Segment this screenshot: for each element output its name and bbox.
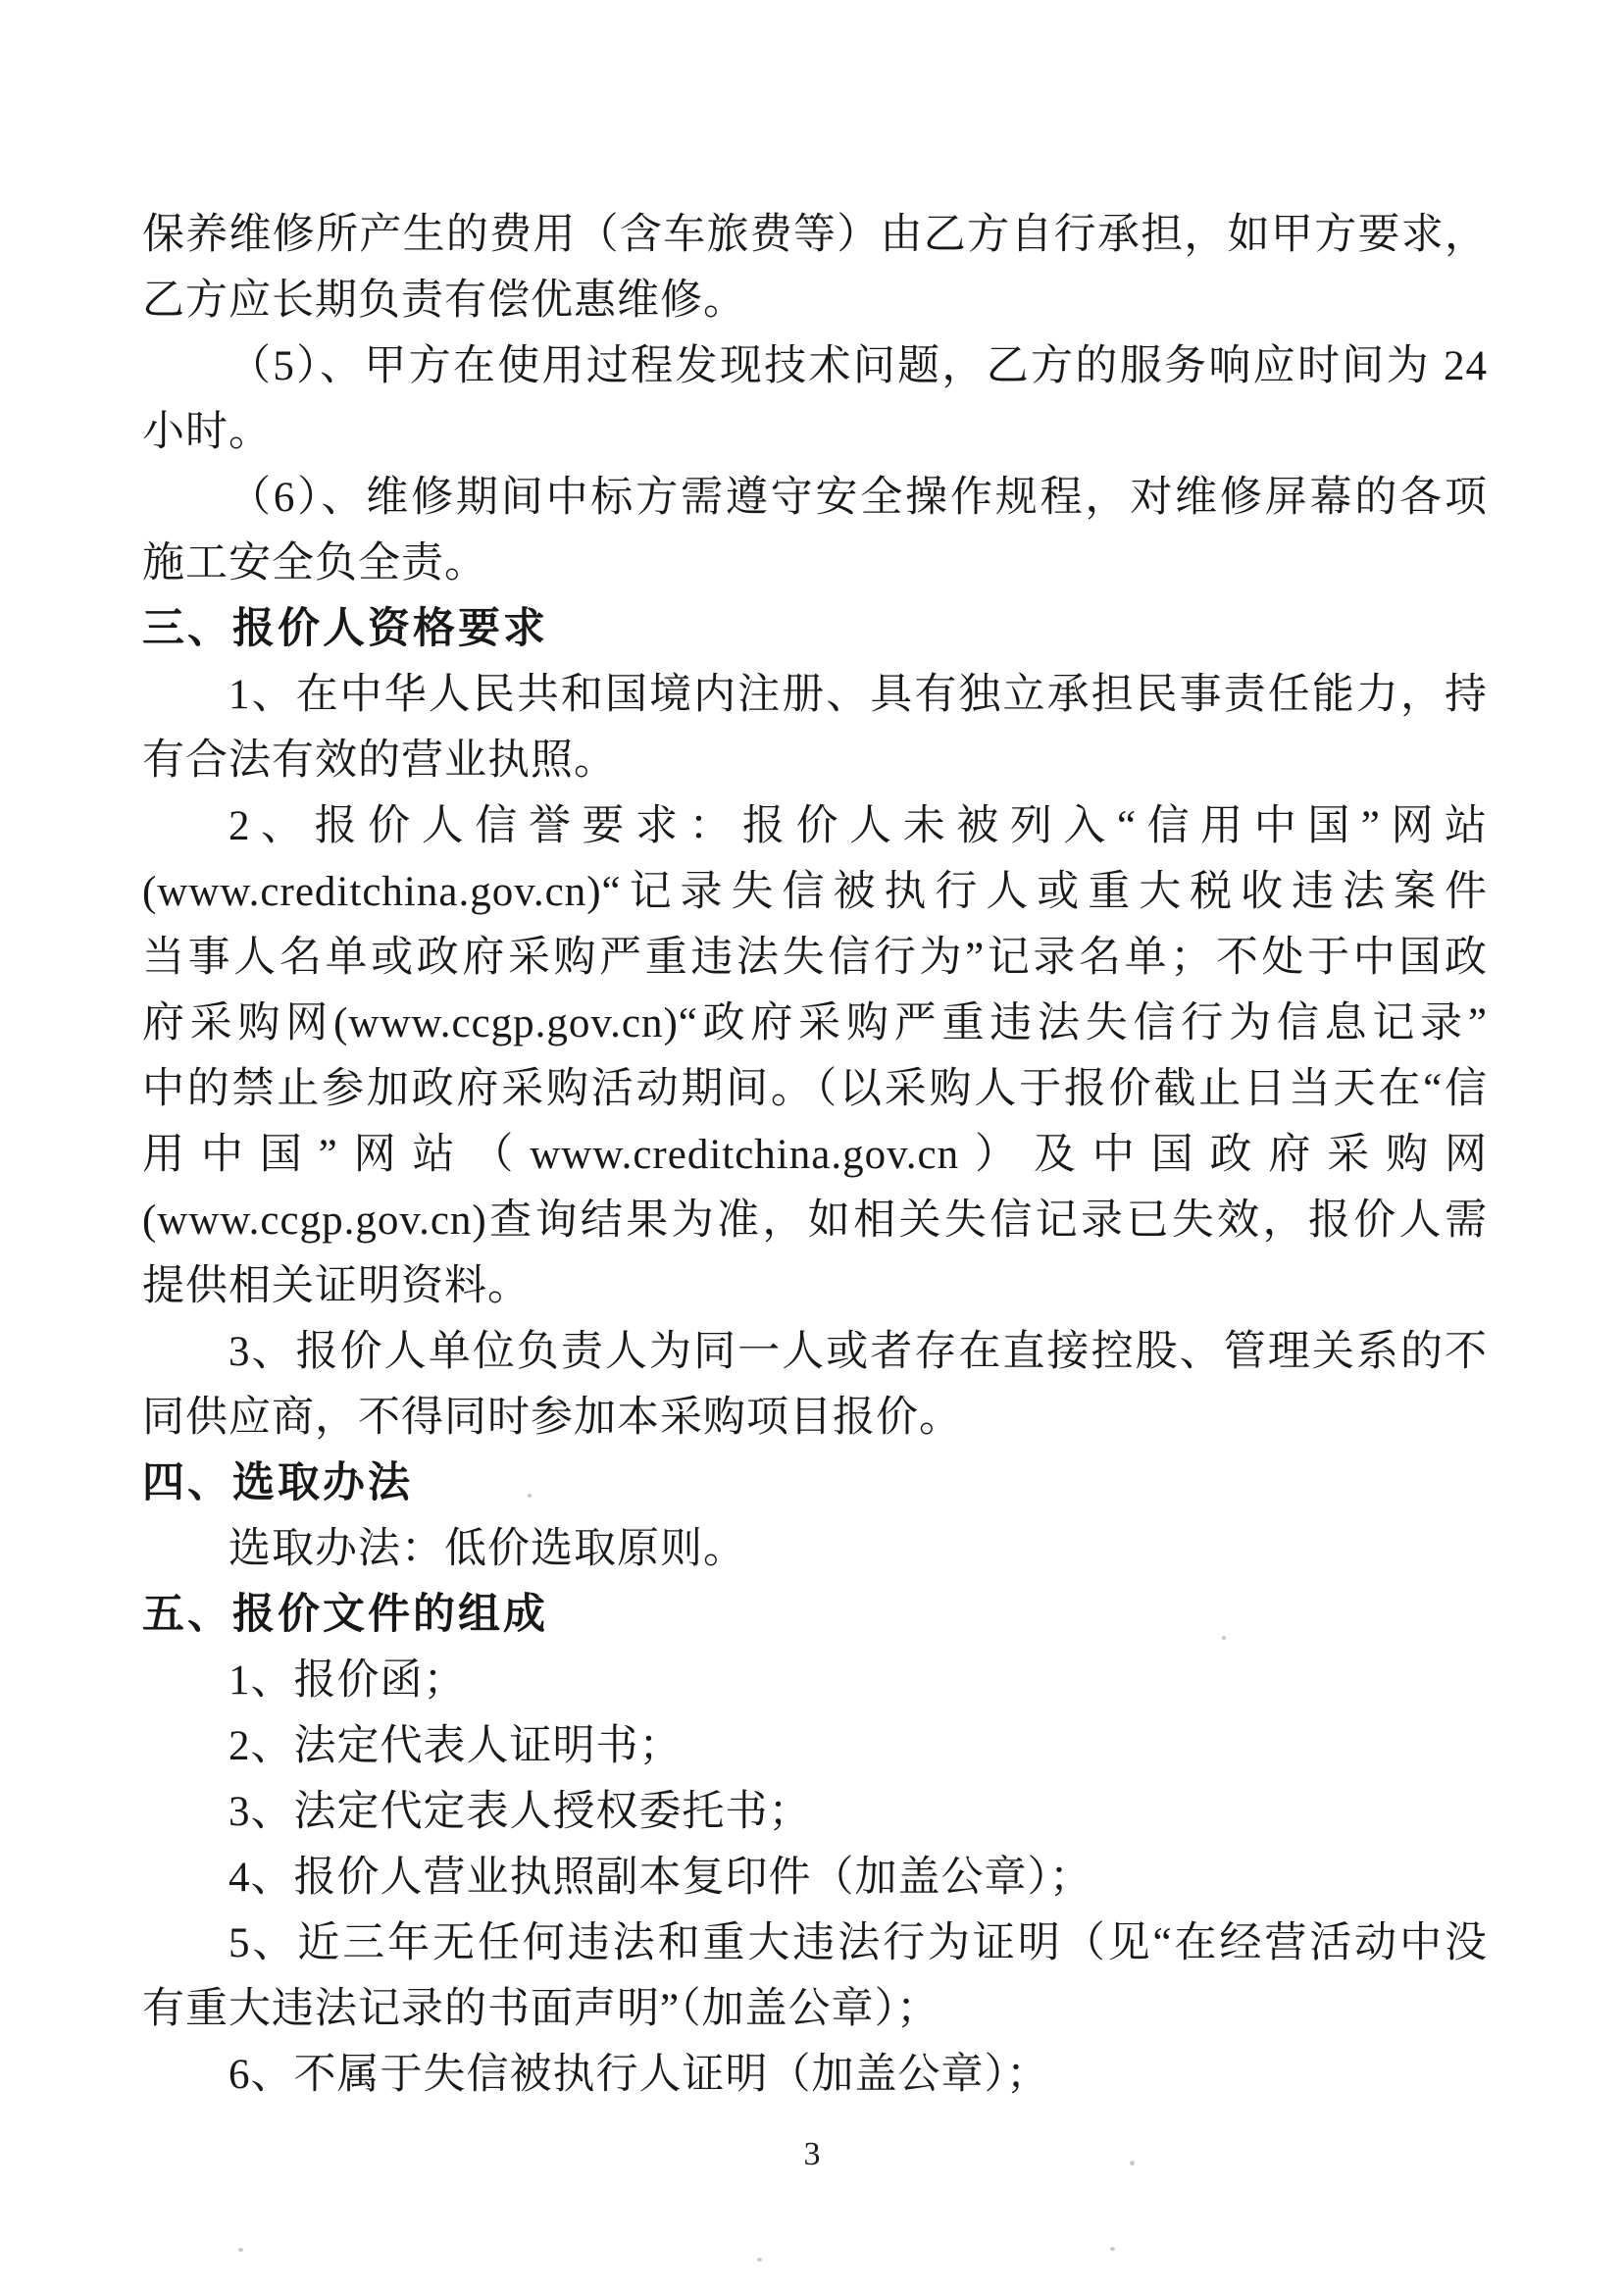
text-line: 2、法定代表人证明书； — [228, 1723, 683, 1769]
text-line: 有重大违法记录的书面声明”（加盖公章）； — [142, 1986, 940, 2032]
scan-speck — [1222, 1636, 1226, 1640]
text-line: 4、报价人营业执照副本复印件（加盖公章）； — [228, 1855, 1092, 1901]
doc-lines — [142, 202, 1488, 2108]
text-line: （6）、维修期间中标方需遵守安全操作规程，对维修屏幕的各项 — [228, 475, 1488, 521]
text-line: （5）、甲方在使用过程发现技术问题，乙方的服务响应时间为 24 — [228, 343, 1488, 389]
text-line: 小时。 — [142, 409, 272, 455]
text-line: 选取办法：低价选取原则。 — [228, 1526, 746, 1572]
text-line: 乙方应长期负责有偿优惠维修。 — [142, 278, 746, 324]
text-line: (www.ccgp.gov.cn)查询结果为准，如相关失信记录已失效，报价人需 — [142, 1197, 1488, 1244]
scan-speck — [757, 2258, 762, 2262]
text-line: 1、报价函； — [228, 1657, 467, 1704]
text-line: 施工安全负全责。 — [142, 540, 487, 586]
section-heading: 三、报价人资格要求 — [142, 606, 548, 652]
text-line: 6、不属于失信被执行人证明（加盖公章）； — [228, 2052, 1049, 2098]
text-line: 3、报价人单位负责人为同一人或者存在直接控股、管理关系的不 — [228, 1329, 1488, 1375]
section-heading: 五、报价文件的组成 — [142, 1592, 548, 1638]
page-number: 3 — [803, 2136, 821, 2172]
text-line: 提供相关证明资料。 — [142, 1263, 531, 1309]
text-line: 有合法有效的营业执照。 — [142, 738, 617, 784]
text-line: 当事人名单或政府采购严重违法失信行为”记录名单；不处于中国政 — [142, 935, 1488, 981]
scan-speck — [528, 1494, 532, 1498]
text-line: 5、近三年无任何违法和重大违法行为证明（见“在经营活动中没 — [228, 1920, 1488, 1966]
text-line: (www.creditchina.gov.cn)“记录失信被执行人或重大税收违法案件 — [142, 869, 1488, 915]
text-line: 3、法定代定表人授权委托书； — [228, 1789, 812, 1835]
section-heading: 四、选取办法 — [142, 1460, 413, 1506]
text-line: 1、在中华人民共和国境内注册、具有独立承担民事责任能力，持 — [228, 672, 1488, 718]
text-line: 保养维修所产生的费用（含车旅费等）由乙方自行承担，如甲方要求， — [142, 212, 1488, 258]
text-line: 用中国”网站（www.creditchina.gov.cn）及中国政府采购网 — [142, 1132, 1488, 1178]
scan-speck — [1110, 2247, 1115, 2251]
text-line: 2、报价人信誉要求：报价人未被列入“信用中国”网站 — [228, 803, 1488, 849]
text-line: 中的禁止参加政府采购活动期间。（以采购人于报价截止日当天在“信 — [142, 1066, 1488, 1112]
text-line: 府采购网(www.ccgp.gov.cn)“政府采购严重违法失信行为信息记录” — [142, 1000, 1488, 1046]
scan-speck — [238, 2248, 243, 2252]
text-line: 同供应商，不得同时参加本采购项目报价。 — [142, 1395, 962, 1441]
scan-speck — [1130, 2161, 1135, 2166]
